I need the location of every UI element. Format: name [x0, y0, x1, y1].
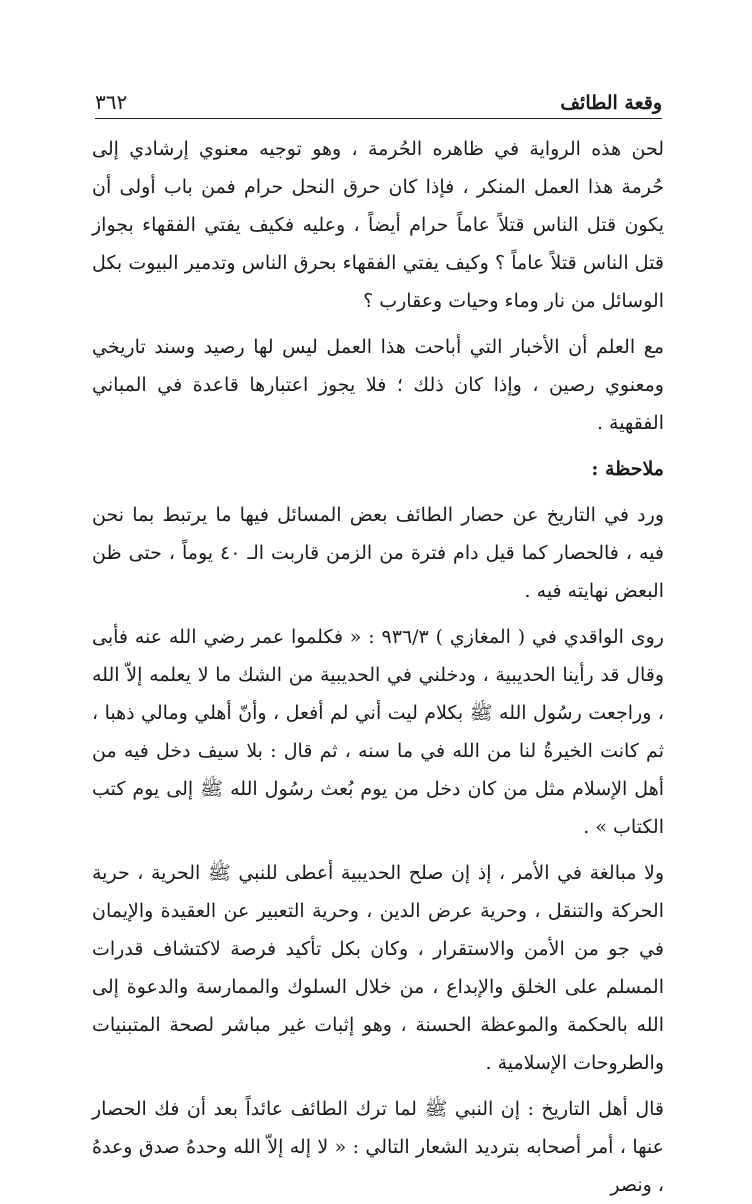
- section-heading: ملاحظة :: [591, 458, 664, 480]
- page-body: [92, 130, 664, 1204]
- page-header: [95, 88, 662, 119]
- page-number: ٣٦٢: [95, 90, 128, 114]
- running-title: وقعة الطائف: [560, 92, 662, 114]
- paragraph: ورد في التاريخ عن حصار الطائف بعض المسائل فيها ما يرتبط بما نحن فيه ، فالحصار كما قيل دام فترة من الزمن قاربت الـ ٤٠ يوماً ، حتى ظن البعض نهايته فيه .: [92, 504, 664, 602]
- paragraph: لحن هذه الرواية في ظاهره الحُرمة ، وهو توجيه معنوي إرشادي إلى حُرمة هذا العمل المنكر ، فإذا كان حرق النحل حرام فمن باب أولى أن يكون قتل الناس قتلاً عاماً حرام أيضاً ، وعليه فكيف يفتي الفقهاء بجواز قتل الناس قتلاً عاماً ؟ وكيف يفتي الفقهاء بحرق الناس وتدمير البيوت بكل الوسائل من نار وماء وحيات وعقارب ؟: [92, 138, 664, 312]
- paragraph: ولا مبالغة في الأمر ، إذ إن صلح الحديبية أعطى للنبي ﷺ الحرية ، حرية الحركة والتنقل ، وحرية عرض الدين ، وحرية التعبير عن العقيدة والإيمان في جو من الأمن والاستقرار ، وكان بكل تأكيد فرصة لاكتشاف قدرات المسلم على الخلق والإبداع ، من خلال السلوك والممارسة والدعوة إلى الله بالحكمة والموعظة الحسنة ، وهو إثبات غير مباشر لصحة المتبنيات والطروحات الإسلامية .: [92, 862, 664, 1074]
- paragraph: روى الواقدي في ( المغازي ) ٩٣٦/٣ : « فكلموا عمر رضي الله عنه فأبى وقال قد رأينا الحديبية ، ودخلني في الحديبية من الشك ما لا يعلمه إلاّ الله ، وراجعت رسُول الله ﷺ بكلام ليت أني لم أفعل ، وأنّ أهلي ومالي ذهبا ، ثم كانت الخيرةُ لنا من الله في ما سنه ، ثم قال : بلا سيف دخل فيه من أهل الإسلام مثل من كان دخل من يوم بُعث رسُول الله ﷺ إلى يوم كتب الكتاب » .: [92, 626, 664, 838]
- paragraph: قال أهل التاريخ : إن النبي ﷺ لما ترك الطائف عائداً بعد أن فك الحصار عنها ، أمر أصحابه بترديد الشعار التالي : « لا إله إلاّ الله وحدهُ صدق وعدهُ ، ونصر: [92, 1098, 664, 1196]
- paragraph: مع العلم أن الأخبار التي أباحت هذا العمل ليس لها رصيد وسند تاريخي ومعنوي رصين ، وإذا كان ذلك ؛ فلا يجوز اعتبارها قاعدة في المباني الفقهية .: [92, 336, 664, 434]
